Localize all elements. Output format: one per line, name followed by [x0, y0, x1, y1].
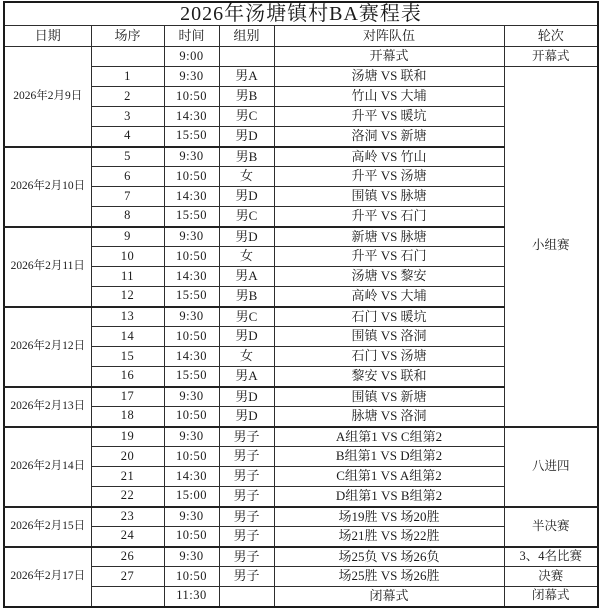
seq-cell: 7 — [91, 187, 164, 207]
group-cell: 女 — [219, 247, 274, 267]
col-header-seq: 场序 — [91, 26, 164, 47]
col-header-matchup: 对阵队伍 — [274, 26, 504, 47]
seq-cell: 21 — [91, 467, 164, 487]
time-cell: 14:30 — [164, 347, 219, 367]
seq-cell: 26 — [91, 547, 164, 567]
seq-cell: 5 — [91, 147, 164, 167]
group-cell: 女 — [219, 167, 274, 187]
match-cell: 场25负 VS 场26负 — [274, 547, 504, 567]
date-cell: 2026年2月9日 — [4, 47, 91, 147]
match-cell: 围镇 VS 脉塘 — [274, 187, 504, 207]
time-cell: 9:30 — [164, 67, 219, 87]
match-cell: C组第1 VS A组第2 — [274, 467, 504, 487]
group-cell: 男A — [219, 367, 274, 387]
seq-cell: 27 — [91, 567, 164, 587]
time-cell: 9:30 — [164, 427, 219, 447]
match-cell: 场19胜 VS 场20胜 — [274, 507, 504, 527]
time-cell: 14:30 — [164, 107, 219, 127]
time-cell: 15:50 — [164, 287, 219, 307]
group-cell: 男D — [219, 187, 274, 207]
table-row — [4, 507, 598, 527]
date-cell: 2026年2月15日 — [4, 507, 91, 547]
time-cell: 9:30 — [164, 387, 219, 407]
time-cell: 14:30 — [164, 187, 219, 207]
seq-cell: 22 — [91, 487, 164, 507]
seq-cell: 8 — [91, 207, 164, 227]
header-row — [4, 26, 598, 47]
time-cell: 9:00 — [164, 47, 219, 67]
seq-cell: 23 — [91, 507, 164, 527]
col-header-time: 时间 — [164, 26, 219, 47]
time-cell: 10:50 — [164, 167, 219, 187]
match-cell: 升平 VS 暖坑 — [274, 107, 504, 127]
time-cell: 10:50 — [164, 527, 219, 547]
group-cell: 男D — [219, 127, 274, 147]
match-cell: B组第1 VS D组第2 — [274, 447, 504, 467]
group-cell: 男D — [219, 327, 274, 347]
group-cell: 男A — [219, 267, 274, 287]
group-cell: 男D — [219, 387, 274, 407]
time-cell: 11:30 — [164, 587, 219, 607]
round-cell: 开幕式 — [504, 47, 598, 67]
seq-cell: 3 — [91, 107, 164, 127]
group-cell — [219, 47, 274, 67]
match-cell: 竹山 VS 大埔 — [274, 87, 504, 107]
seq-cell: 1 — [91, 67, 164, 87]
match-cell: D组第1 VS B组第2 — [274, 487, 504, 507]
date-cell: 2026年2月12日 — [4, 307, 91, 387]
round-cell: 半决赛 — [504, 507, 598, 547]
date-cell: 2026年2月10日 — [4, 147, 91, 227]
seq-cell: 20 — [91, 447, 164, 467]
group-cell: 男子 — [219, 447, 274, 467]
group-cell: 男B — [219, 147, 274, 167]
time-cell: 10:50 — [164, 327, 219, 347]
time-cell: 10:50 — [164, 447, 219, 467]
round-cell: 3、4名比赛 — [504, 547, 598, 567]
seq-cell: 24 — [91, 527, 164, 547]
group-cell: 男子 — [219, 527, 274, 547]
seq-cell: 6 — [91, 167, 164, 187]
col-header-round: 轮次 — [504, 26, 598, 47]
table-row — [4, 47, 598, 67]
seq-cell — [91, 47, 164, 67]
match-cell: 场25胜 VS 场26胜 — [274, 567, 504, 587]
time-cell: 15:00 — [164, 487, 219, 507]
match-cell: 石门 VS 汤塘 — [274, 347, 504, 367]
group-cell: 男B — [219, 87, 274, 107]
group-cell: 男子 — [219, 427, 274, 447]
match-cell: 围镇 VS 新塘 — [274, 387, 504, 407]
match-cell: 升平 VS 石门 — [274, 207, 504, 227]
match-cell: 脉塘 VS 洛洞 — [274, 407, 504, 427]
match-cell: 场21胜 VS 场22胜 — [274, 527, 504, 547]
time-cell: 10:50 — [164, 407, 219, 427]
seq-cell: 2 — [91, 87, 164, 107]
page-title: 2026年汤塘镇村BA赛程表 — [4, 2, 598, 26]
round-cell: 闭幕式 — [504, 587, 598, 607]
table-row — [4, 547, 598, 567]
match-cell: 升平 VS 石门 — [274, 247, 504, 267]
time-cell: 9:30 — [164, 307, 219, 327]
table-row — [4, 587, 598, 607]
time-cell: 9:30 — [164, 507, 219, 527]
group-cell: 男D — [219, 227, 274, 247]
seq-cell: 14 — [91, 327, 164, 347]
seq-cell: 13 — [91, 307, 164, 327]
date-cell: 2026年2月17日 — [4, 547, 91, 607]
seq-cell: 10 — [91, 247, 164, 267]
time-cell: 10:50 — [164, 247, 219, 267]
group-cell: 男C — [219, 307, 274, 327]
group-cell: 女 — [219, 347, 274, 367]
time-cell: 9:30 — [164, 147, 219, 167]
group-cell: 男子 — [219, 467, 274, 487]
match-cell: A组第1 VS C组第2 — [274, 427, 504, 447]
match-cell: 高岭 VS 大埔 — [274, 287, 504, 307]
table-row — [4, 67, 598, 87]
seq-cell: 18 — [91, 407, 164, 427]
match-cell: 石门 VS 暖坑 — [274, 307, 504, 327]
match-cell: 开幕式 — [274, 47, 504, 67]
seq-cell: 15 — [91, 347, 164, 367]
table-row — [4, 427, 598, 447]
match-cell: 汤塘 VS 联和 — [274, 67, 504, 87]
match-cell: 汤塘 VS 黎安 — [274, 267, 504, 287]
time-cell: 15:50 — [164, 127, 219, 147]
col-header-group: 组别 — [219, 26, 274, 47]
seq-cell: 19 — [91, 427, 164, 447]
time-cell: 9:30 — [164, 547, 219, 567]
seq-cell: 12 — [91, 287, 164, 307]
title-row — [4, 2, 598, 26]
group-cell: 男C — [219, 207, 274, 227]
seq-cell — [91, 587, 164, 607]
time-cell: 15:50 — [164, 367, 219, 387]
seq-cell: 9 — [91, 227, 164, 247]
col-header-date: 日期 — [4, 26, 91, 47]
group-cell: 男B — [219, 287, 274, 307]
match-cell: 升平 VS 汤塘 — [274, 167, 504, 187]
match-cell: 新塘 VS 脉塘 — [274, 227, 504, 247]
time-cell: 10:50 — [164, 87, 219, 107]
time-cell: 14:30 — [164, 467, 219, 487]
match-cell: 高岭 VS 竹山 — [274, 147, 504, 167]
seq-cell: 16 — [91, 367, 164, 387]
time-cell: 10:50 — [164, 567, 219, 587]
group-cell: 男子 — [219, 547, 274, 567]
match-cell: 闭幕式 — [274, 587, 504, 607]
time-cell: 15:50 — [164, 207, 219, 227]
seq-cell: 17 — [91, 387, 164, 407]
match-cell: 围镇 VS 洛洞 — [274, 327, 504, 347]
round-cell: 小组赛 — [504, 67, 598, 427]
time-cell: 14:30 — [164, 267, 219, 287]
group-cell: 男C — [219, 107, 274, 127]
match-cell: 洛洞 VS 新塘 — [274, 127, 504, 147]
seq-cell: 11 — [91, 267, 164, 287]
group-cell: 男子 — [219, 487, 274, 507]
schedule-table — [3, 1, 599, 608]
date-cell: 2026年2月14日 — [4, 427, 91, 507]
round-cell: 决赛 — [504, 567, 598, 587]
group-cell — [219, 587, 274, 607]
round-cell: 八进四 — [504, 427, 598, 507]
time-cell: 9:30 — [164, 227, 219, 247]
group-cell: 男D — [219, 407, 274, 427]
group-cell: 男子 — [219, 567, 274, 587]
group-cell: 男A — [219, 67, 274, 87]
group-cell: 男子 — [219, 507, 274, 527]
date-cell: 2026年2月13日 — [4, 387, 91, 427]
seq-cell: 4 — [91, 127, 164, 147]
schedule-body — [4, 47, 598, 607]
table-row — [4, 567, 598, 587]
match-cell: 黎安 VS 联和 — [274, 367, 504, 387]
date-cell: 2026年2月11日 — [4, 227, 91, 307]
